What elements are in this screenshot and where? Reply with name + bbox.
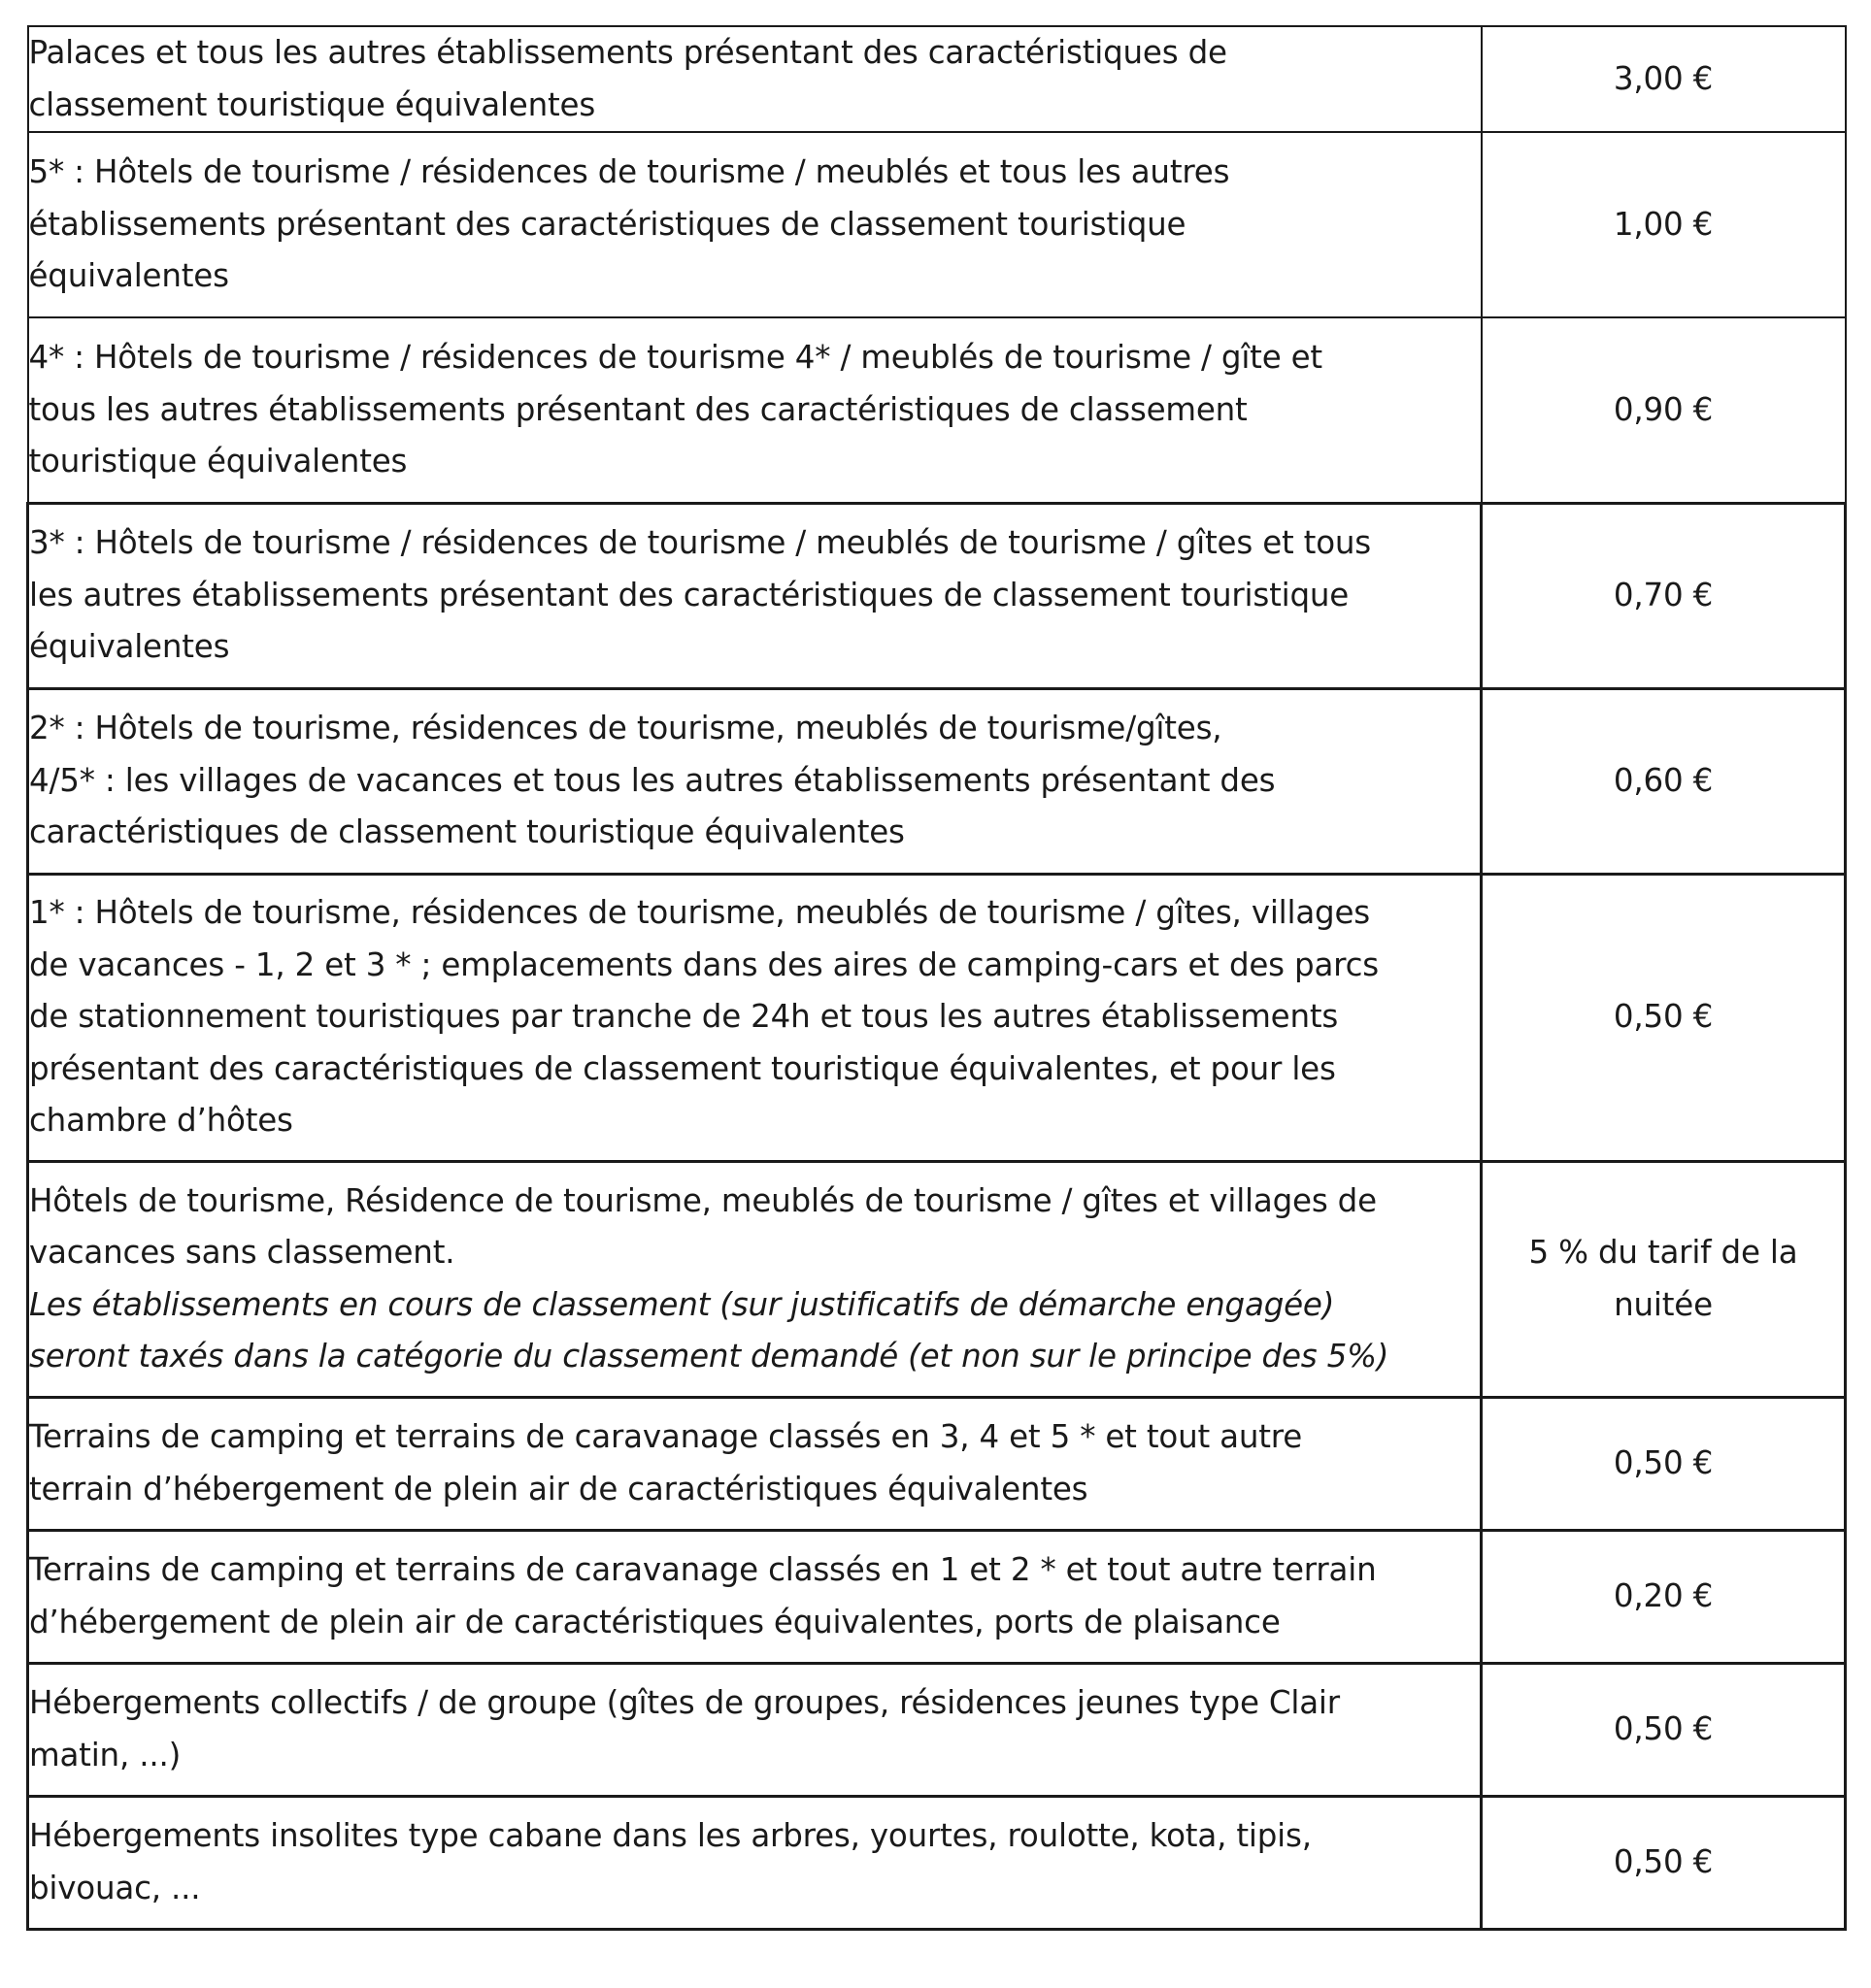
rate-value: 0,50 € bbox=[1613, 998, 1714, 1036]
category-line: Terrains de camping et terrains de caravanage classés en 1 et 2 * et tout autre terrain bbox=[29, 1551, 1377, 1588]
category-line: vacances sans classement. bbox=[29, 1234, 455, 1271]
rate-cell bbox=[1482, 503, 1846, 688]
category-line: 1* : Hôtels de tourisme, résidences de tourisme, meublés de tourisme / gîtes, villages bbox=[29, 894, 1371, 932]
category-line: Hébergements collectifs / de groupe (gîtes de groupes, résidences jeunes type Clair bbox=[29, 1684, 1340, 1721]
rate-cell bbox=[1482, 26, 1846, 132]
rate-cell bbox=[1482, 688, 1846, 874]
rate-value: 0,50 € bbox=[1613, 1842, 1714, 1880]
category-note-line: Les établissements en cours de classement (sur justificatifs de démarche engagée) bbox=[29, 1285, 1335, 1323]
rate-value: nuitée bbox=[1614, 1285, 1713, 1323]
rate-value: 1,00 € bbox=[1613, 205, 1714, 243]
rate-value: 0,70 € bbox=[1613, 576, 1714, 613]
rate-cell bbox=[1482, 1161, 1846, 1397]
category-cell bbox=[28, 1663, 1482, 1796]
category-line: chambre d’hôtes bbox=[29, 1102, 293, 1140]
category-line: tous les autres établissements présentant des caractéristiques de classement bbox=[28, 390, 1248, 428]
category-line: matin, ...) bbox=[29, 1736, 182, 1773]
rate-value: 3,00 € bbox=[1613, 59, 1714, 97]
category-cell bbox=[28, 1796, 1482, 1929]
tourist-tax-table bbox=[26, 25, 1847, 1931]
category-line: présentant des caractéristiques de classement touristique équivalentes, et pour les bbox=[29, 1049, 1336, 1087]
table-row bbox=[28, 132, 1846, 317]
table-row bbox=[28, 26, 1846, 132]
category-line: terrain d’hébergement de plein air de caractéristiques équivalentes bbox=[29, 1470, 1088, 1508]
category-cell bbox=[28, 132, 1482, 317]
category-cell bbox=[28, 317, 1482, 503]
category-line: de stationnement touristiques par tranche de 24h et tous les autres établissements bbox=[29, 998, 1339, 1036]
rate-cell bbox=[1482, 317, 1846, 503]
tax-table-body bbox=[28, 26, 1846, 1929]
rate-cell bbox=[1482, 874, 1846, 1161]
category-line: de vacances - 1, 2 et 3 * ; emplacements dans des aires de camping-cars et des parcs bbox=[29, 945, 1380, 983]
table-row bbox=[28, 317, 1846, 503]
rate-value: 0,20 € bbox=[1613, 1576, 1714, 1614]
rate-value: 0,50 € bbox=[1613, 1443, 1714, 1481]
category-line: 4* : Hôtels de tourisme / résidences de tourisme 4* / meublés de tourisme / gîte et bbox=[28, 339, 1322, 376]
category-line: 5* : Hôtels de tourisme / résidences de tourisme / meublés et tous les autres bbox=[28, 153, 1230, 191]
category-cell bbox=[28, 503, 1482, 688]
rate-value: 0,60 € bbox=[1613, 761, 1714, 799]
category-line: équivalentes bbox=[28, 257, 229, 295]
rate-value: 0,90 € bbox=[1613, 390, 1714, 428]
rate-cell bbox=[1482, 1397, 1846, 1530]
category-line: classement touristique équivalentes bbox=[28, 85, 596, 123]
category-cell bbox=[28, 1161, 1482, 1397]
category-line: équivalentes bbox=[29, 628, 230, 666]
category-cell bbox=[28, 26, 1482, 132]
category-line: établissements présentant des caractéristiques de classement touristique bbox=[28, 205, 1186, 243]
rate-cell bbox=[1482, 1663, 1846, 1796]
category-line: Terrains de camping et terrains de caravanage classés en 3, 4 et 5 * et tout autre bbox=[29, 1418, 1303, 1455]
table-row bbox=[28, 874, 1846, 1161]
rate-cell bbox=[1482, 132, 1846, 317]
table-row bbox=[28, 1663, 1846, 1796]
category-line: caractéristiques de classement touristique équivalentes bbox=[29, 813, 905, 851]
category-line: les autres établissements présentant des caractéristiques de classement touristique bbox=[29, 576, 1350, 613]
category-cell bbox=[28, 1530, 1482, 1663]
category-note-line: seront taxés dans la catégorie du classement demandé (et non sur le principe des 5%) bbox=[29, 1338, 1389, 1375]
table-row bbox=[28, 1397, 1846, 1530]
category-cell bbox=[28, 1397, 1482, 1530]
rate-value: 5 % du tarif de la bbox=[1528, 1234, 1798, 1271]
table-row bbox=[28, 503, 1846, 688]
category-cell bbox=[28, 688, 1482, 874]
category-line: bivouac, ... bbox=[29, 1869, 201, 1906]
table-row bbox=[28, 1161, 1846, 1397]
table-row bbox=[28, 1530, 1846, 1663]
rate-cell bbox=[1482, 1796, 1846, 1929]
category-line: 4/5* : les villages de vacances et tous les autres établissements présentant des bbox=[29, 761, 1276, 799]
category-line: 2* : Hôtels de tourisme, résidences de tourisme, meublés de tourisme/gîtes, bbox=[29, 710, 1222, 747]
table-row bbox=[28, 688, 1846, 874]
category-line: 3* : Hôtels de tourisme / résidences de tourisme / meublés de tourisme / gîtes et tous bbox=[29, 524, 1372, 562]
category-line: Hébergements insolites type cabane dans les arbres, yourtes, roulotte, kota, tipis, bbox=[29, 1817, 1312, 1854]
table-row bbox=[28, 1796, 1846, 1929]
category-line: d’hébergement de plein air de caractéristiques équivalentes, ports de plaisance bbox=[29, 1603, 1281, 1640]
category-line: touristique équivalentes bbox=[28, 443, 408, 480]
rate-cell bbox=[1482, 1530, 1846, 1663]
category-line: Palaces et tous les autres établissements présentant des caractéristiques de bbox=[28, 34, 1227, 71]
category-line: Hôtels de tourisme, Résidence de tourisme, meublés de tourisme / gîtes et villages de bbox=[29, 1181, 1377, 1219]
category-cell bbox=[28, 874, 1482, 1161]
rate-value: 0,50 € bbox=[1613, 1709, 1714, 1747]
